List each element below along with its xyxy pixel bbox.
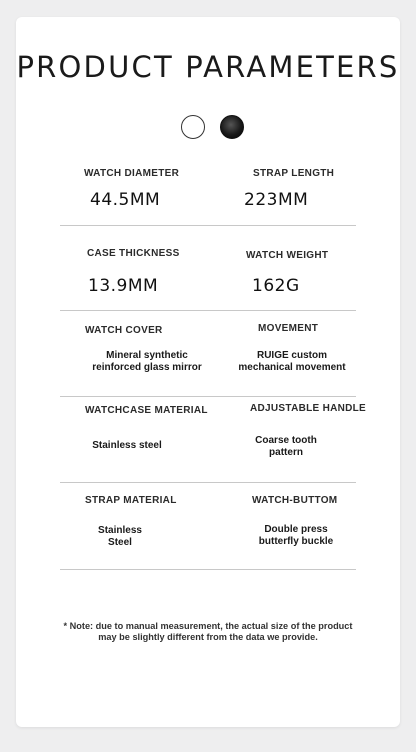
- watch-cover-label: WATCH COVER: [85, 325, 163, 336]
- color-swatch-white[interactable]: [181, 115, 205, 139]
- strap-material-value: [90, 525, 150, 549]
- divider: [60, 396, 356, 397]
- note-line2: may be slightly different from the data we provide.: [98, 632, 318, 642]
- watch-buttom-value: [250, 524, 342, 548]
- adjustable-handle-line1: Coarse tooth: [255, 435, 317, 446]
- case-thickness-value: 13.9MM: [88, 276, 159, 296]
- watch-cover-value: [72, 350, 222, 374]
- strap-length-label: STRAP LENGTH: [253, 168, 335, 179]
- watchcase-material-line1: Stainless steel: [92, 440, 162, 451]
- movement-line1: RUIGE custom: [256, 350, 327, 361]
- movement-label: MOVEMENT: [258, 323, 319, 334]
- movement-line2: mechanical movement: [238, 362, 346, 373]
- strap-material-line1: Stainless: [98, 525, 142, 536]
- adjustable-handle-value: [246, 435, 326, 459]
- divider: [60, 569, 356, 570]
- watchcase-material-value: [82, 440, 172, 452]
- adjustable-handle-label: ADJUSTABLE HANDLE: [250, 403, 367, 414]
- note-line1: * Note: due to manual measurement, the actual size of the product: [63, 621, 353, 631]
- watch-weight-label: WATCH WEIGHT: [246, 250, 329, 261]
- divider: [60, 310, 356, 311]
- divider: [60, 225, 356, 226]
- adjustable-handle-line2: pattern: [269, 447, 303, 458]
- color-swatch-black[interactable]: [220, 115, 244, 139]
- watch-diameter-value: 44.5MM: [90, 190, 161, 210]
- strap-material-line2: Steel: [108, 537, 132, 548]
- watch-buttom-label: WATCH-BUTTOM: [252, 495, 338, 506]
- watch-buttom-line1: Double press: [264, 524, 328, 535]
- strap-material-label: STRAP MATERIAL: [85, 495, 177, 506]
- watch-diameter-label: WATCH DIAMETER: [84, 168, 180, 179]
- watch-cover-line2: reinforced glass mirror: [92, 362, 202, 373]
- watch-weight-value: 162G: [252, 276, 300, 296]
- measurement-note: [40, 621, 376, 643]
- watchcase-material-label: WATCHCASE MATERIAL: [85, 405, 208, 416]
- page-title: PRODUCT PARAMETERS: [16, 50, 400, 84]
- case-thickness-label: CASE THICKNESS: [87, 248, 180, 259]
- movement-value: [226, 350, 358, 374]
- divider: [60, 482, 356, 483]
- watch-cover-line1: Mineral synthetic: [106, 350, 188, 361]
- strap-length-value: 223MM: [244, 190, 309, 210]
- watch-buttom-line2: butterfly buckle: [258, 536, 334, 547]
